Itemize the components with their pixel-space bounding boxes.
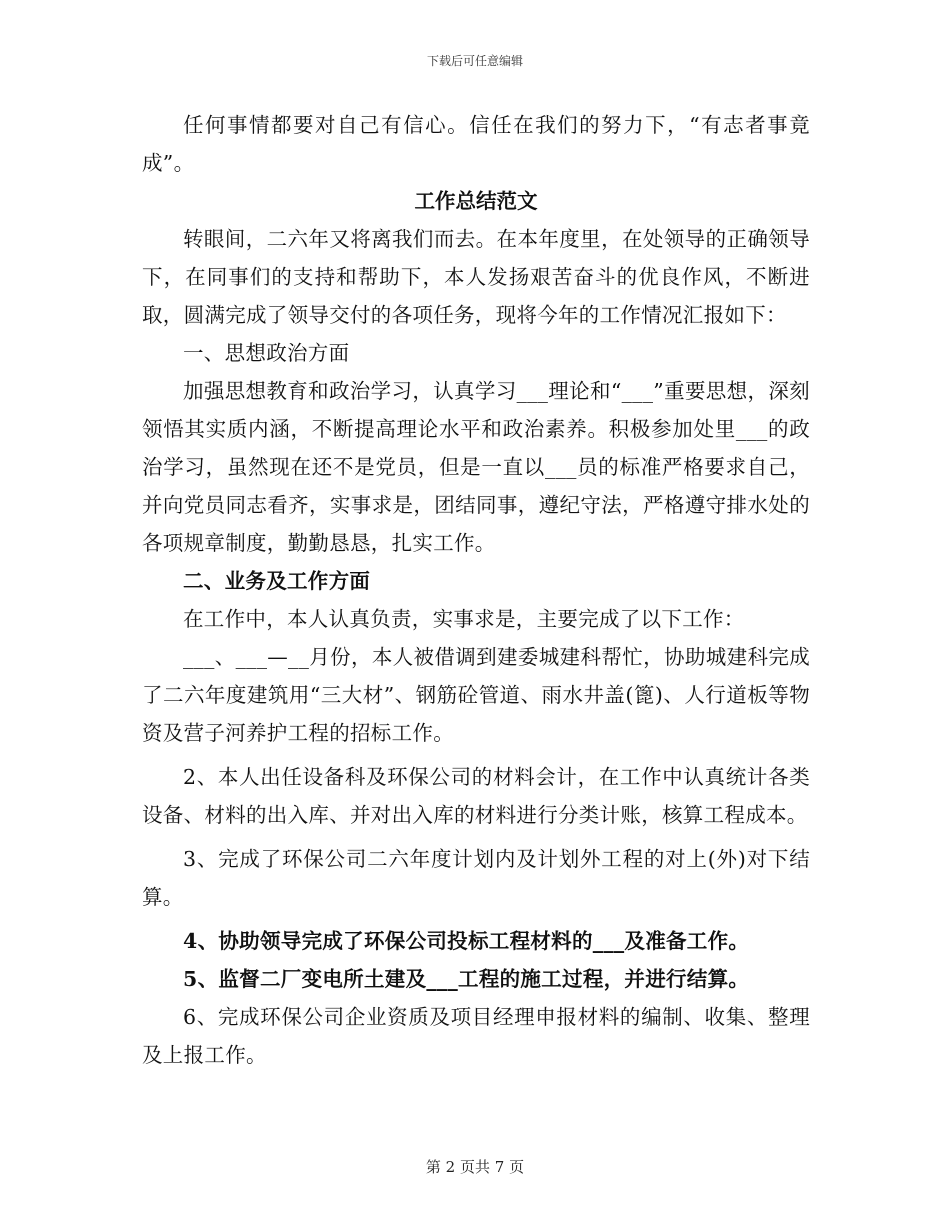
work-item-5: 5、监督二厂变电所土建及___工程的施工过程，并进行结算。 bbox=[183, 967, 750, 991]
document-title: 工作总结范文 bbox=[414, 189, 538, 213]
work-item-4: 4、协助领导完成了环保公司投标工程材料的___及准备工作。 bbox=[183, 929, 750, 953]
section-heading-politics: 一、思想政治方面 bbox=[183, 341, 350, 365]
work-item-2: 2、本人出任设备科及环保公司的材料会计，在工作中认真统计各类设备、材料的出入库、并对出入库的材料进行分类计账，核算工程成本。 bbox=[142, 765, 810, 827]
work-item-1: ___、___—__月份，本人被借调到建委城建科帮忙，协助城建科完成了二六年度建筑用“三大材”、钢筋砼管道、雨水井盖(篦)、人行道板等物资及营子河养护工程的招标工作。 bbox=[142, 645, 810, 745]
intro-paragraph: 任何事情都要对自己有信心。信任在我们的努力下，“有志者事竟成”。 bbox=[142, 113, 810, 175]
work-item-3: 3、完成了环保公司二六年度计划内及计划外工程的对上(外)对下结算。 bbox=[142, 847, 810, 909]
business-intro-paragraph: 在工作中，本人认真负责，实事求是，主要完成了以下工作： bbox=[183, 607, 745, 631]
section-heading-business: 二、业务及工作方面 bbox=[183, 569, 371, 593]
work-item-6: 6、完成环保公司企业资质及项目经理申报材料的编制、收集、整理及上报工作。 bbox=[142, 1005, 810, 1067]
opening-paragraph: 转眼间，二六年又将离我们而去。在本年度里，在处领导的正确领导下，在同事们的支持和帮助下，本人发扬艰苦奋斗的优良作风，不断进取，圆满完成了领导交付的各项任务，现将今年的工作情况汇报如下： bbox=[142, 227, 810, 327]
page-header: 下载后可任意编辑 bbox=[426, 54, 523, 68]
document-body bbox=[142, 106, 810, 1074]
politics-paragraph: 加强思想教育和政治学习，认真学习___理论和“___”重要思想，深刻领悟其实质内涵，不断提高理论水平和政治素养。积极参加处里___的政治学习，虽然现在还不是党员，但是一直以___员的标准严格要求自己，并向党员同志看齐，实事求是，团结同事，遵纪守法，严格遵守排水处的各项规章制度，勤勤恳恳，扎实工作。 bbox=[142, 379, 810, 555]
page-footer: 第 2 页共 7 页 bbox=[425, 1158, 525, 1176]
